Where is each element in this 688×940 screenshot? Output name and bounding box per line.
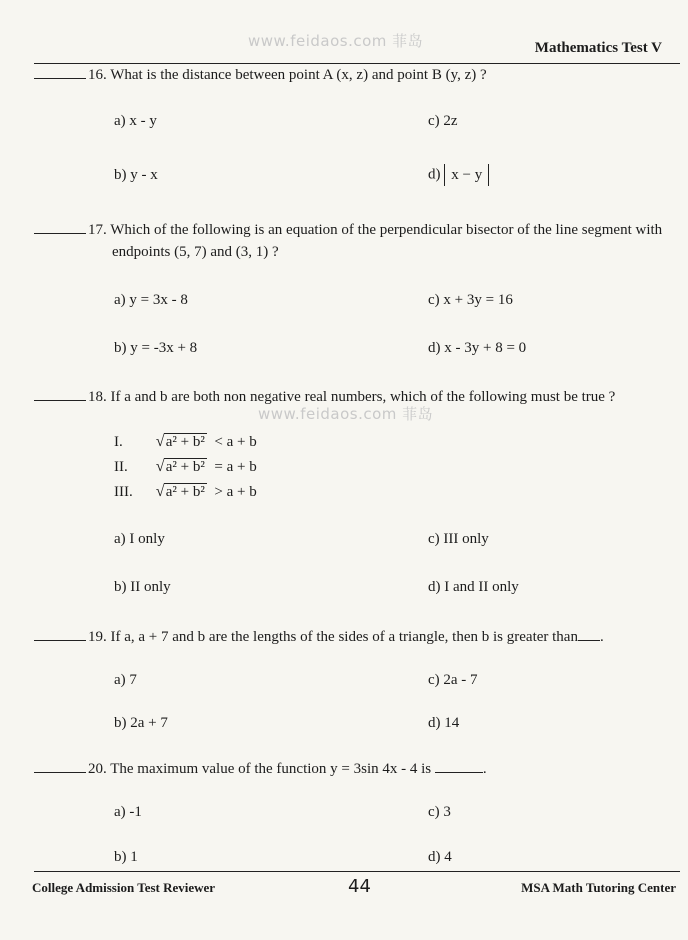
option-d: d) 14 bbox=[428, 715, 460, 731]
statement-roman: I. bbox=[114, 434, 123, 450]
statement-3 bbox=[114, 483, 257, 501]
square-root: √ a² + b² bbox=[155, 458, 205, 475]
question-18 bbox=[34, 386, 680, 408]
relation: < a + b bbox=[214, 434, 257, 450]
answer-blank bbox=[34, 760, 86, 773]
footer-book-title: College Admission Test Reviewer bbox=[32, 880, 216, 895]
option-c: c) III only bbox=[428, 531, 489, 547]
statement-roman: II. bbox=[114, 459, 128, 475]
option-b: b) 1 bbox=[114, 849, 138, 865]
option-d: d) 4 bbox=[428, 849, 452, 865]
radicand: a² + b² bbox=[165, 434, 205, 450]
option-d: d) x - 3y + 8 = 0 bbox=[428, 340, 527, 356]
fill-in-blank bbox=[435, 762, 483, 773]
footer-publisher: MSA Math Tutoring Center bbox=[521, 880, 676, 895]
option-a: a) -1 bbox=[114, 804, 142, 820]
question-text-line1: Which of the following is an equation of the perpendicular bisector of the line segment with bbox=[110, 222, 663, 238]
radicand: a² + b² bbox=[165, 459, 205, 475]
option-c: c) x + 3y = 16 bbox=[428, 292, 513, 308]
watermark-top: www.feidaos.com 菲岛 bbox=[248, 32, 424, 50]
option-c: c) 2a - 7 bbox=[428, 672, 478, 688]
answer-blank bbox=[34, 388, 86, 401]
question-16 bbox=[34, 64, 680, 86]
question-number: 20. bbox=[88, 761, 107, 777]
question-19: 19. If a, a + 7 and b are the lengths of the sides of a triangle, then b is greater than . bbox=[34, 626, 680, 648]
test-title: Mathematics Test V bbox=[534, 40, 662, 56]
fill-in-blank bbox=[578, 630, 600, 641]
question-text: The maximum value of the function y = 3sin 4x - 4 is bbox=[110, 761, 432, 777]
footer-rule bbox=[34, 871, 680, 872]
page-number: 44 bbox=[348, 876, 371, 897]
question-text: If a and b are both non negative real numbers, which of the following must be true ? bbox=[110, 389, 616, 405]
question-number: 18. bbox=[88, 389, 107, 405]
question-number: 19. bbox=[88, 629, 107, 645]
question-text: If a, a + 7 and b are the lengths of the sides of a triangle, then b is greater than bbox=[110, 629, 578, 645]
question-text: What is the distance between point A (x, z) and point B (y, z) ? bbox=[110, 67, 487, 83]
option-a: a) y = 3x - 8 bbox=[114, 292, 188, 308]
answer-blank bbox=[34, 221, 86, 234]
option-b: b) y - x bbox=[114, 167, 158, 183]
option-b: b) II only bbox=[114, 579, 171, 595]
question-number: 16. bbox=[88, 67, 107, 83]
square-root: √ a² + b² bbox=[155, 433, 205, 450]
option-c: c) 3 bbox=[428, 804, 451, 820]
option-a: a) x - y bbox=[114, 113, 157, 129]
question-17 bbox=[34, 219, 680, 263]
option-b: b) 2a + 7 bbox=[114, 715, 168, 731]
statement-2 bbox=[114, 458, 257, 476]
option-d: d) I and II only bbox=[428, 579, 519, 595]
question-20: 20. The maximum value of the function y = 3sin 4x - 4 is . bbox=[34, 758, 680, 780]
option-c: c) 2z bbox=[428, 113, 458, 129]
radicand: a² + b² bbox=[165, 484, 205, 500]
option-d bbox=[428, 164, 489, 186]
question-text-line2: endpoints (5, 7) and (3, 1) ? bbox=[112, 244, 279, 260]
option-a: a) 7 bbox=[114, 672, 137, 688]
square-root: √ a² + b² bbox=[155, 483, 205, 500]
answer-blank bbox=[34, 66, 86, 79]
absolute-value-expression: x − y bbox=[444, 164, 489, 186]
option-a: a) I only bbox=[114, 531, 165, 547]
answer-blank bbox=[34, 628, 86, 641]
relation: > a + b bbox=[214, 484, 257, 500]
question-number: 17. bbox=[88, 222, 107, 238]
statement-1 bbox=[114, 433, 257, 451]
option-b: b) y = -3x + 8 bbox=[114, 340, 198, 356]
option-d-label: d) bbox=[428, 166, 441, 183]
watermark-middle: www.feidaos.com 菲岛 bbox=[258, 405, 434, 423]
relation: = a + b bbox=[214, 459, 257, 475]
statement-roman: III. bbox=[114, 484, 133, 500]
